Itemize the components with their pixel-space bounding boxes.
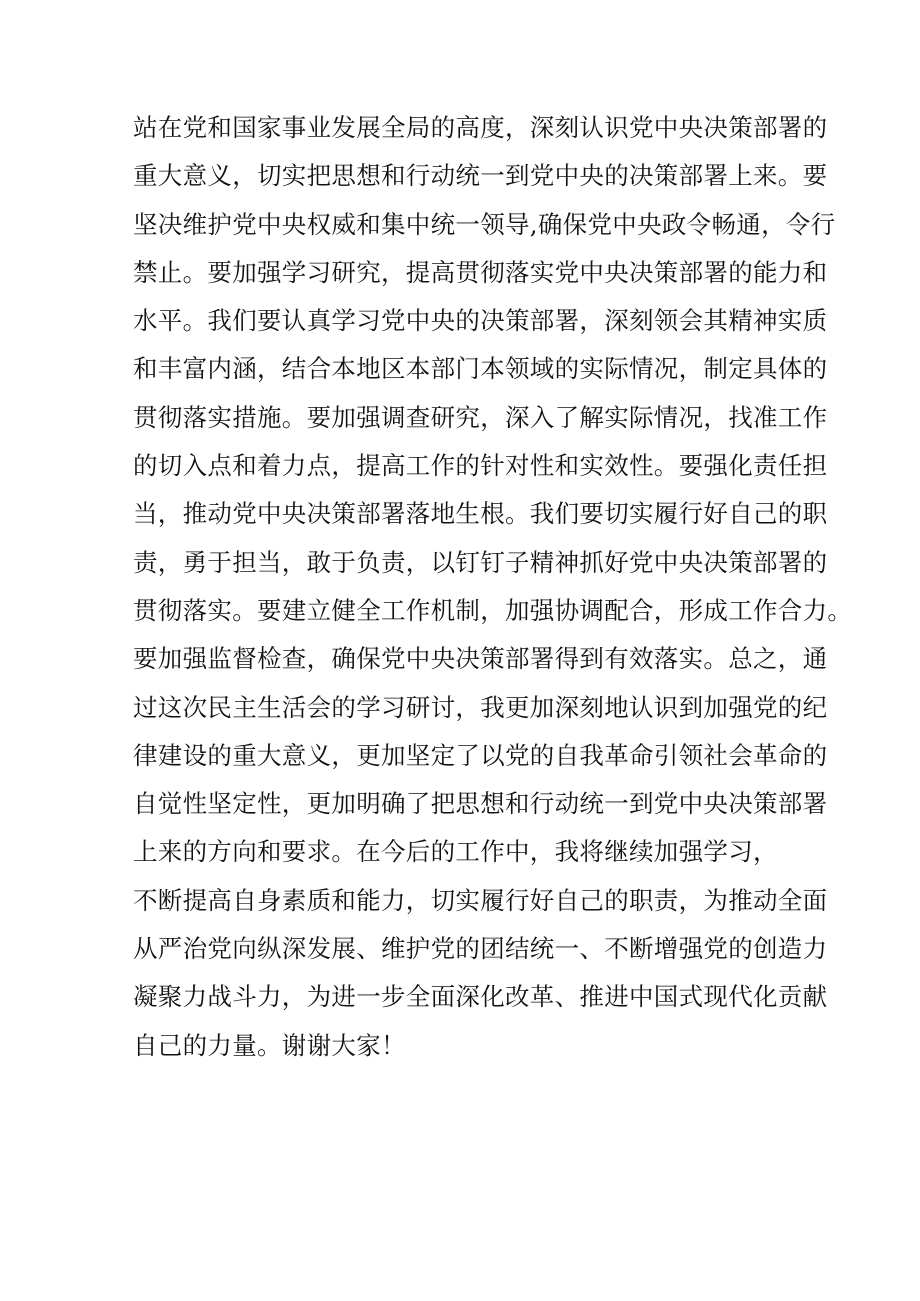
text-line: 站在党和国家事业发展全局的高度，深刻认识党中央决策部署的 [133,113,828,142]
text-line: 重大意义，切实把思想和行动统一到党中央的决策部署上来。要 [133,161,828,191]
text-line: 和丰富内涵，结合本地区本部门本领域的实际情况，制定具体的 [133,354,828,384]
text-line: 不断提高自身素质和能力，切实履行好自己的职责，为推动全面 [133,885,828,915]
text-line: 坚决维护党中央权威和集中统一领导,确保党中央政令畅通，令行 [133,209,836,239]
text-line: 从严治党向纵深发展、维护党的团结统一、不断增强党的创造力 [133,934,828,964]
text-line: 当，推动党中央决策部署落地生根。我们要切实履行好自己的职 [133,499,828,529]
text-line: 水平。我们要认真学习党中央的决策部署，深刻领会其精神实质 [133,306,828,336]
text-line: 自觉性坚定性，更加明确了把思想和行动统一到党中央决策部署 [133,789,828,819]
text-line: 律建设的重大意义，更加坚定了以党的自我革命引领社会革命的 [133,740,828,770]
text-line: 的切入点和着力点，提高工作的针对性和实效性。要强化责任担 [133,451,828,481]
body-text [133,104,853,1070]
text-line: 贯彻落实措施。要加强调查研究，深入了解实际情况，找准工作 [133,402,828,432]
text-line: 贯彻落实。要建立健全工作机制，加强协调配合，形成工作合力。 [133,595,853,625]
text-line: 责，勇于担当，敢于负责，以钉钉子精神抓好党中央决策部署的 [133,547,828,577]
text-line: 过这次民主生活会的学习研讨，我更加深刻地认识到加强党的纪 [133,692,828,722]
text-line: 凝聚力战斗力，为进一步全面深化改革、推进中国式现代化贡献 [133,982,828,1012]
text-line: 要加强监督检查，确保党中央决策部署得到有效落实。总之，通 [133,644,828,674]
text-line: 禁止。要加强学习研究，提高贯彻落实党中央决策部署的能力和 [133,257,828,287]
text-line: 自己的力量。谢谢大家！ [133,1030,406,1060]
text-line: 上来的方向和要求。在今后的工作中，我将继续加强学习， [133,837,778,867]
